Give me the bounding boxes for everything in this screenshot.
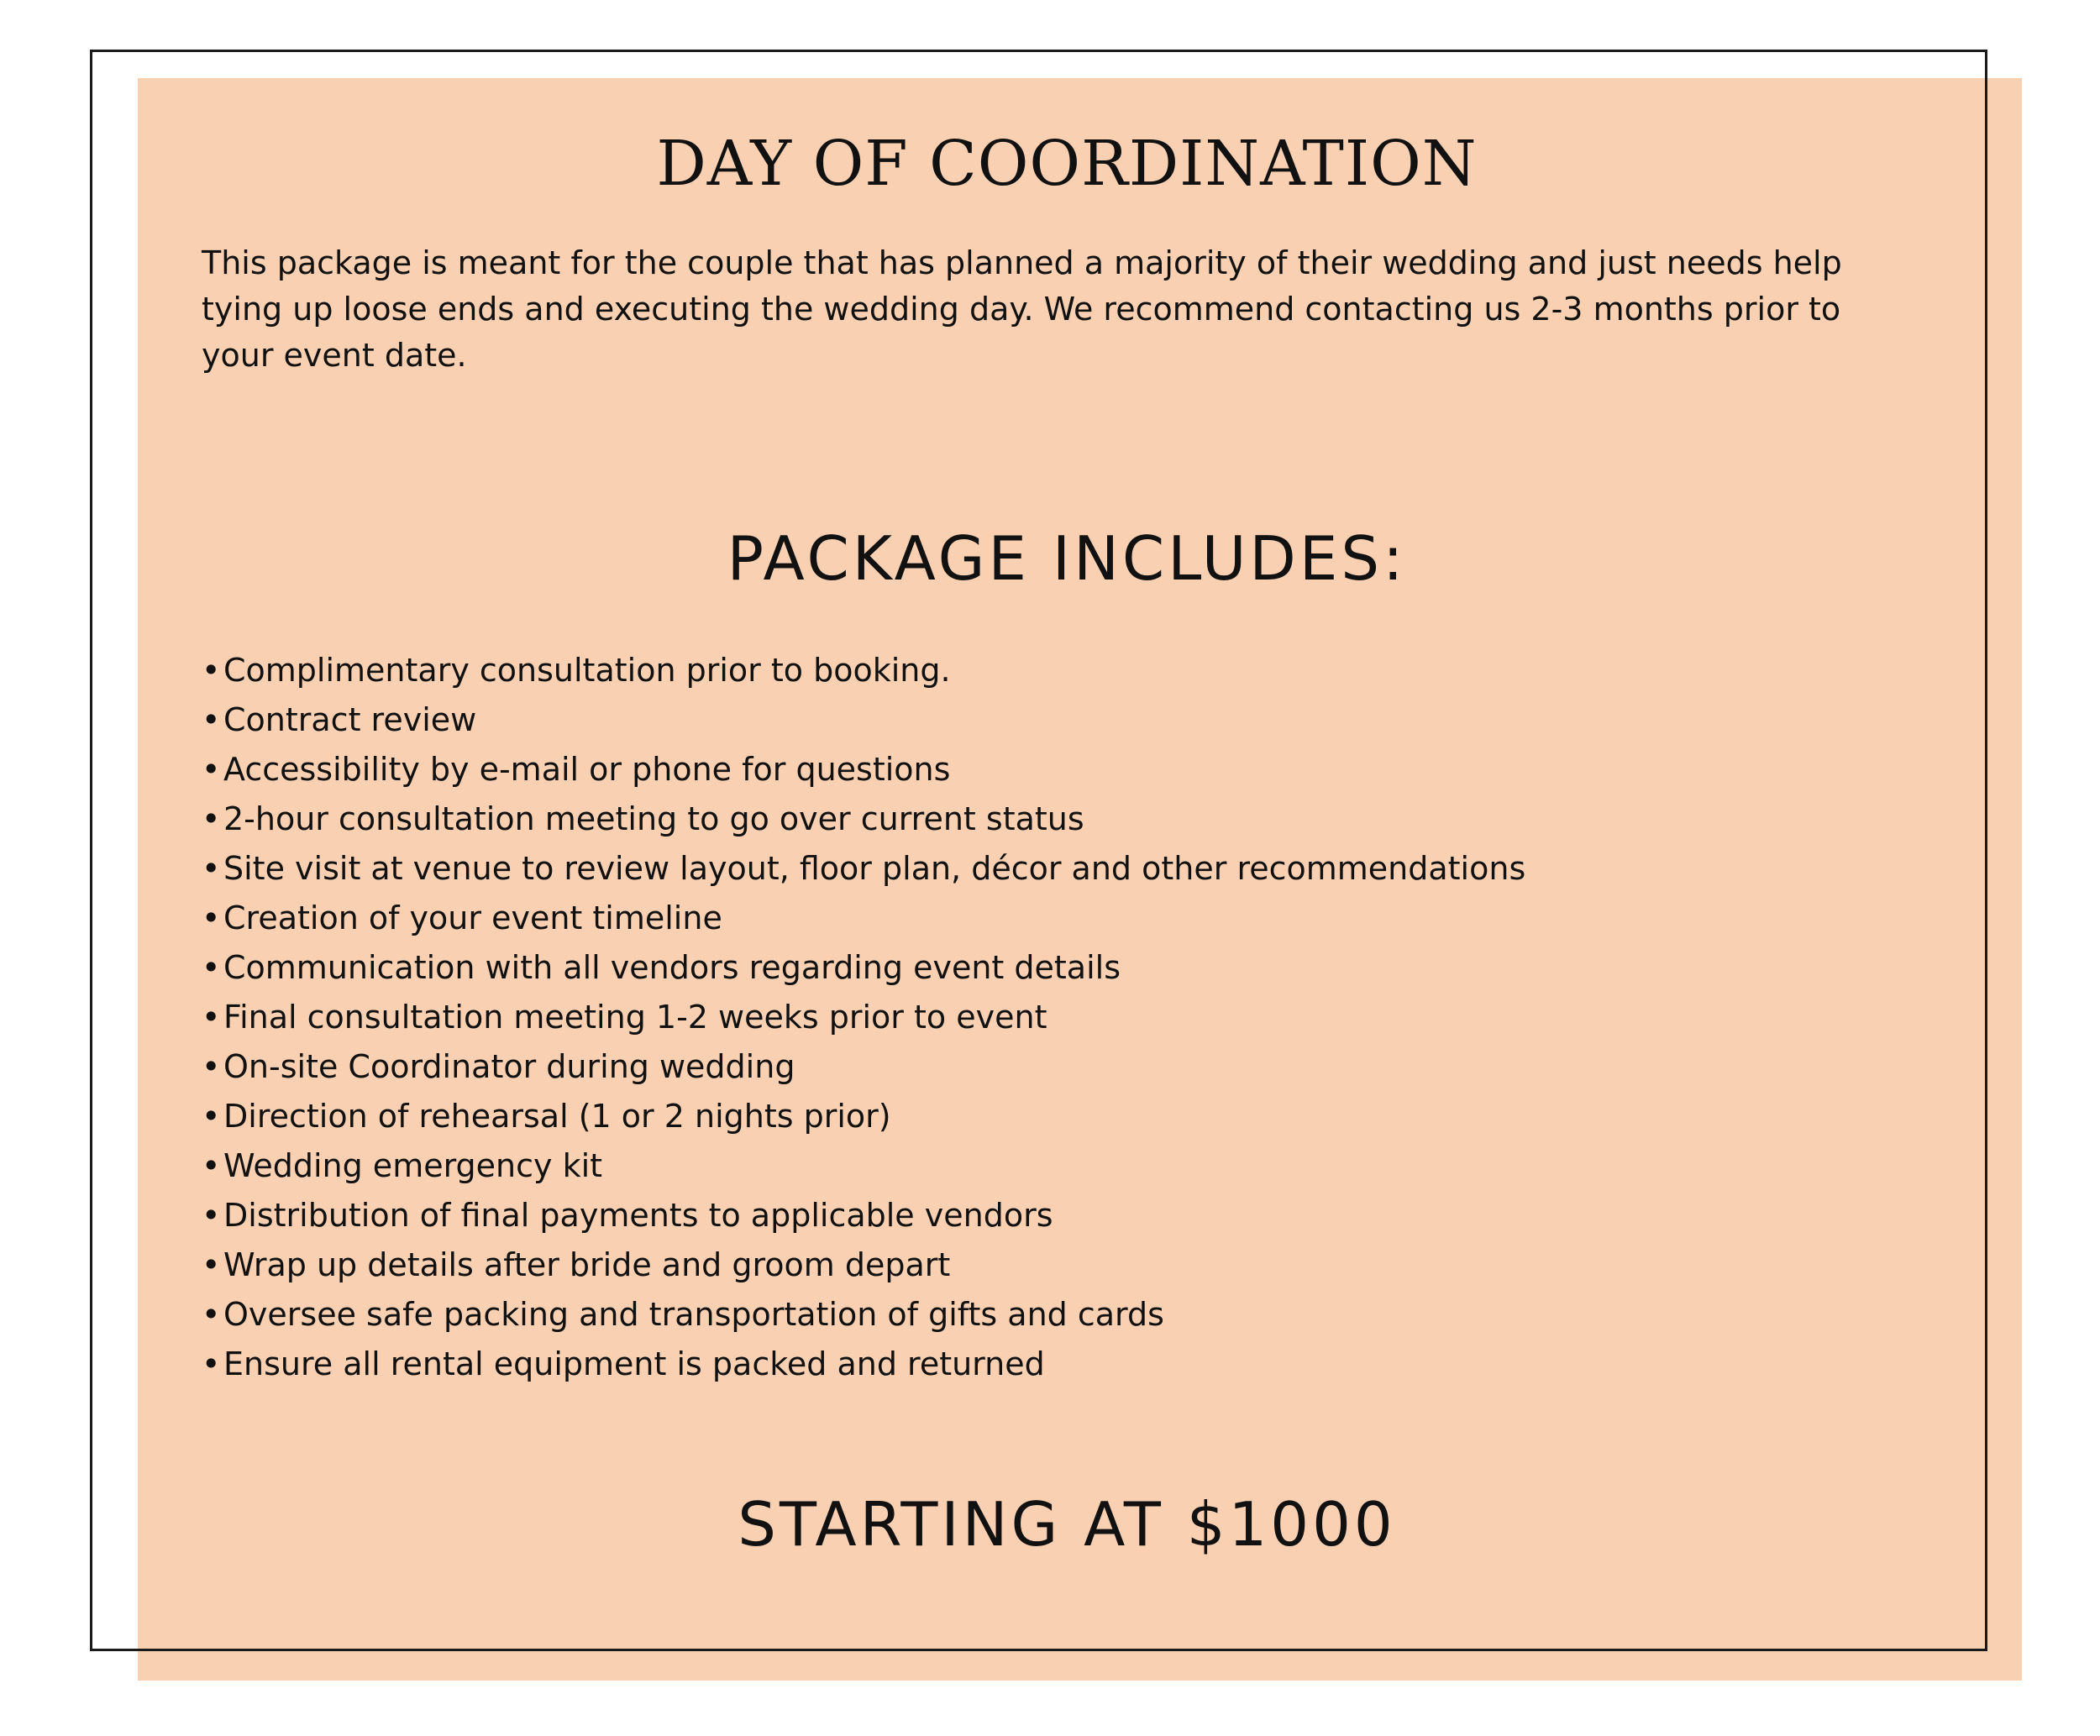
list-item-text: Creation of your event timeline xyxy=(223,899,722,936)
bullet-icon: • xyxy=(202,751,221,788)
list-item xyxy=(202,993,1915,1042)
list-item-text: Accessibility by e-mail or phone for questions xyxy=(223,751,951,788)
list-item xyxy=(202,1042,1915,1092)
package-description: This package is meant for the couple that has planned a majority of their wedding and just needs help tying up loose ends and executing the wedding day. We recommend contacting us 2-3 months prior to your event date. xyxy=(202,244,1842,374)
bullet-icon: • xyxy=(202,1246,221,1283)
starting-price: STARTING AT $1000 xyxy=(738,1489,1396,1560)
list-item xyxy=(202,795,1915,844)
includes-list xyxy=(202,646,1915,1389)
list-item-text: Ensure all rental equipment is packed and returned xyxy=(223,1345,1045,1382)
bullet-icon: • xyxy=(202,800,221,837)
list-item-text: 2-hour consultation meeting to go over current status xyxy=(223,800,1084,837)
list-item xyxy=(202,943,1915,993)
list-item-text: Complimentary consultation prior to booking. xyxy=(223,652,951,689)
list-item-text: Communication with all vendors regarding event details xyxy=(223,949,1121,986)
bullet-icon: • xyxy=(202,899,221,936)
bullet-icon: • xyxy=(202,1147,221,1184)
page-title: DAY OF COORDINATION xyxy=(656,128,1478,200)
list-item xyxy=(202,745,1915,795)
bullet-icon: • xyxy=(202,999,221,1036)
bullet-icon: • xyxy=(202,1296,221,1333)
list-item xyxy=(202,844,1915,894)
list-item xyxy=(202,695,1915,745)
list-item xyxy=(202,646,1915,695)
list-item-text: Contract review xyxy=(223,701,477,738)
list-item xyxy=(202,1191,1915,1240)
bullet-icon: • xyxy=(202,652,221,689)
list-item xyxy=(202,894,1915,943)
bullet-icon: • xyxy=(202,1048,221,1085)
list-item-text: Distribution of final payments to applicable vendors xyxy=(223,1197,1053,1234)
list-item-text: Oversee safe packing and transportation of gifts and cards xyxy=(223,1296,1164,1333)
list-item xyxy=(202,1141,1915,1191)
bullet-icon: • xyxy=(202,1197,221,1234)
list-item-text: Wrap up details after bride and groom depart xyxy=(223,1246,951,1283)
bullet-icon: • xyxy=(202,850,221,887)
bullet-icon: • xyxy=(202,949,221,986)
list-item xyxy=(202,1092,1915,1141)
list-item-text: On-site Coordinator during wedding xyxy=(223,1048,795,1085)
list-item-text: Direction of rehearsal (1 or 2 nights prior) xyxy=(223,1098,891,1135)
includes-heading: PACKAGE INCLUDES: xyxy=(727,523,1407,594)
list-item xyxy=(202,1290,1915,1340)
list-item-text: Final consultation meeting 1-2 weeks prior to event xyxy=(223,999,1047,1036)
bullet-icon: • xyxy=(202,1098,221,1135)
list-item-text: Site visit at venue to review layout, floor plan, décor and other recommendations xyxy=(223,850,1526,887)
bullet-icon: • xyxy=(202,701,221,738)
list-item xyxy=(202,1240,1915,1290)
bullet-icon: • xyxy=(202,1345,221,1382)
list-item xyxy=(202,1340,1915,1389)
list-item-text: Wedding emergency kit xyxy=(223,1147,603,1184)
